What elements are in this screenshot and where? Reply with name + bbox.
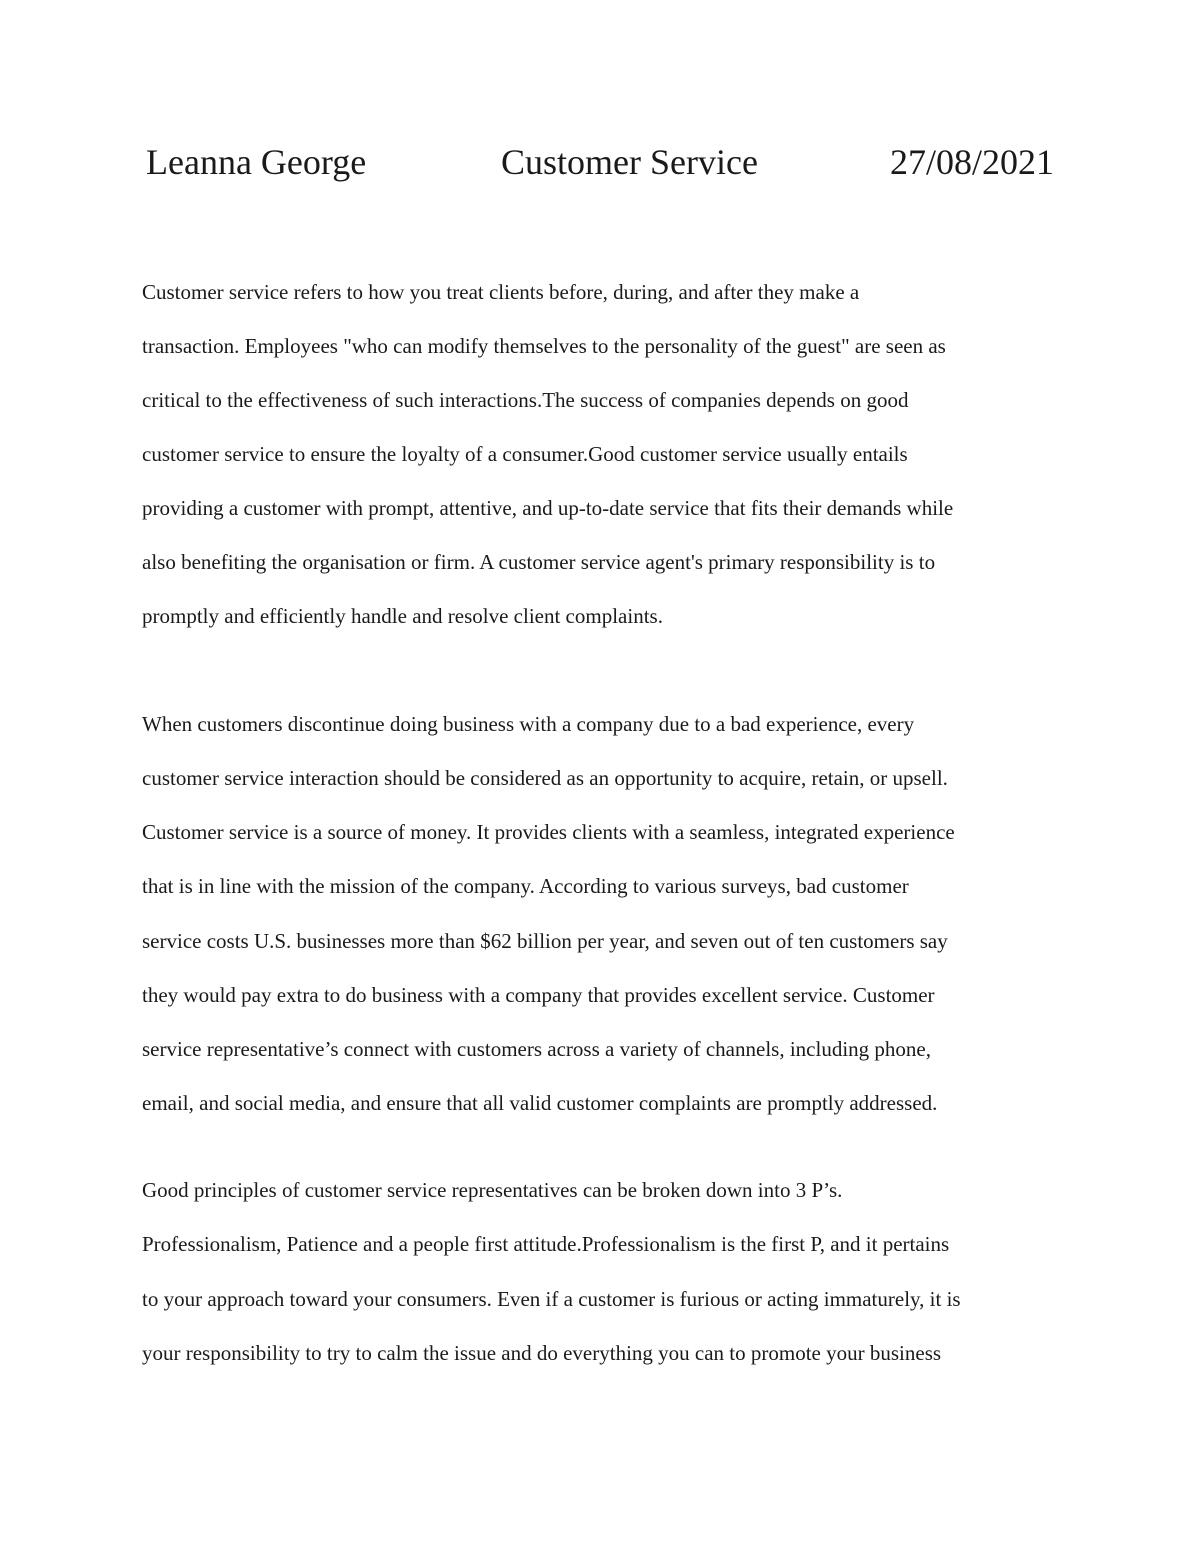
text-line: promptly and efficiently handle and resolve client complaints. bbox=[142, 604, 663, 628]
author-name: Leanna George bbox=[146, 142, 367, 182]
text-line: to your approach toward your consumers. Even if a customer is furious or acting immaturely, it is bbox=[142, 1287, 961, 1311]
text-line: transaction. Employees "who can modify themselves to the personality of the guest" are seen as bbox=[142, 334, 946, 358]
text-line: customer service interaction should be considered as an opportunity to acquire, retain, or upsell. bbox=[142, 766, 948, 790]
text-line: email, and social media, and ensure that all valid customer complaints are promptly addressed. bbox=[142, 1091, 938, 1115]
text-line: Customer service is a source of money. It provides clients with a seamless, integrated experience bbox=[142, 820, 955, 844]
text-line: Professionalism, Patience and a people first attitude.Professionalism is the first P, and it pertains bbox=[142, 1232, 950, 1256]
document-subject: Customer Service bbox=[501, 142, 758, 182]
document-date: 27/08/2021 bbox=[889, 142, 1054, 182]
text-line: customer service to ensure the loyalty of a consumer.Good customer service usually entails bbox=[142, 442, 908, 466]
text-line: service costs U.S. businesses more than $62 billion per year, and seven out of ten customers say bbox=[142, 929, 948, 953]
text-line: providing a customer with prompt, attentive, and up-to-date service that fits their demands while bbox=[142, 496, 954, 520]
text-line: that is in line with the mission of the company. According to various surveys, bad customer bbox=[142, 874, 909, 898]
text-line: Good principles of customer service representatives can be broken down into 3 P’s. bbox=[142, 1178, 843, 1202]
text-line: also benefiting the organisation or firm. A customer service agent's primary responsibility is to bbox=[142, 550, 936, 574]
text-line: they would pay extra to do business with a company that provides excellent service. Customer bbox=[142, 983, 935, 1007]
text-line: When customers discontinue doing business with a company due to a bad experience, every bbox=[142, 712, 915, 736]
text-line: critical to the effectiveness of such interactions.The success of companies depends on good bbox=[142, 388, 909, 412]
text-line: your responsibility to try to calm the issue and do everything you can to promote your business bbox=[142, 1341, 942, 1365]
document-header bbox=[146, 140, 1054, 190]
text-line: Customer service refers to how you treat clients before, during, and after they make a bbox=[142, 280, 860, 304]
text-line: service representative’s connect with customers across a variety of channels, including phone, bbox=[142, 1037, 931, 1061]
